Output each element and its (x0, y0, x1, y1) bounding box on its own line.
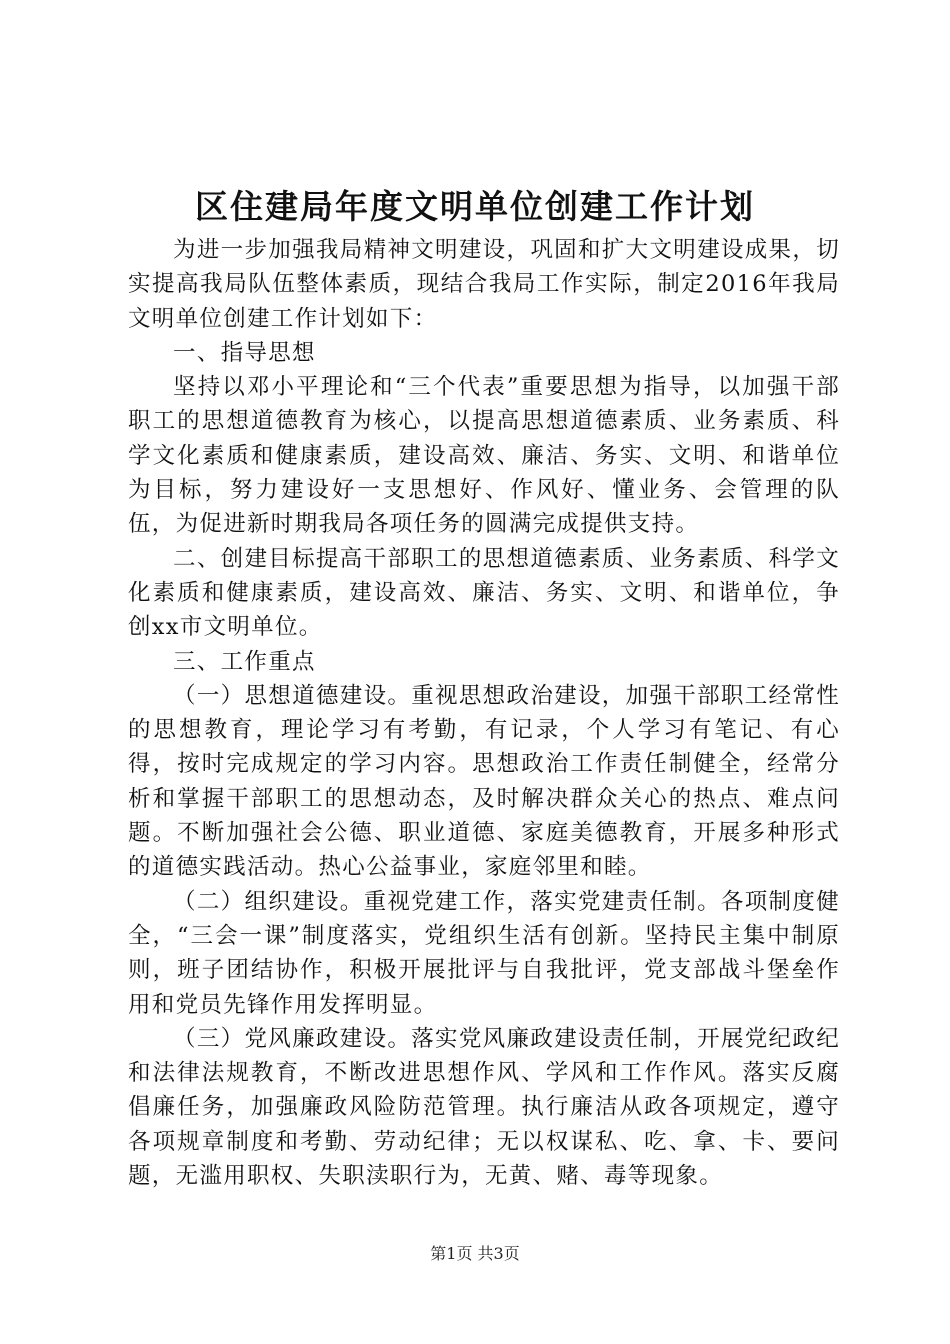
moral-construction-paragraph: （一）思想道德建设。重视思想政治建设，加强干部职工经常性的思想教育，理论学习有考勤，有记录，个人学习有笔记、有心得，按时完成规定的学习内容。思想政治工作责任制健全，经常分析和掌握干部职工的思想动态，及时解决群众关心的热点、难点问题。不断加强社会公德、职业道德、家庭美德教育，开展多种形式的道德实践活动。热心公益事业，家庭邻里和睦。 (128, 682, 840, 881)
document-body (128, 233, 840, 1193)
section-heading-work-focus: 三、工作重点 (173, 648, 316, 675)
creation-goal-paragraph: 二、创建目标提高干部职工的思想道德素质、业务素质、科学文化素质和健康素质，建设高效、廉洁、务实、文明、和谐单位，争创xx市文明单位。 (128, 545, 840, 641)
integrity-construction-paragraph: （三）党风廉政建设。落实党风廉政建设责任制，开展党纪政纪和法律法规教育，不断改进思想作风、学风和工作作风。落实反腐倡廉任务，加强廉政风险防范管理。执行廉洁从政各项规定，遵守各项规章制度和考勤、劳动纪律；无以权谋私、吃、拿、卡、要问题，无滥用职权、失职渎职行为，无黄、赌、毒等现象。 (128, 1025, 840, 1190)
section-heading-guiding-thought: 一、指导思想 (173, 339, 316, 366)
organization-construction-paragraph: （二）组织建设。重视党建工作，落实党建责任制。各项制度健全，“三会一课”制度落实，党组织生活有创新。坚持民主集中制原则，班子团结协作，积极开展批评与自我批评，党支部战斗堡垒作用和党员先锋作用发挥明显。 (128, 888, 840, 1018)
document-title: 区住建局年度文明单位创建工作计划 (195, 187, 755, 226)
intro-paragraph: 为进一步加强我局精神文明建设，巩固和扩大文明建设成果，切实提高我局队伍整体素质，现结合我局工作实际，制定2016年我局文明单位创建工作计划如下： (128, 237, 840, 332)
page-number-footer: 第1页 共3页 (430, 1244, 520, 1263)
guiding-thought-paragraph: 坚持以邓小平理论和“三个代表”重要思想为指导，以加强干部职工的思想道德教育为核心，以提高思想道德素质、业务素质、科学文化素质和健康素质，建设高效、廉洁、务实、文明、和谐单位为目标，努力建设好一支思想好、作风好、懂业务、会管理的队伍，为促进新时期我局各项任务的圆满完成提供支持。 (128, 374, 840, 538)
